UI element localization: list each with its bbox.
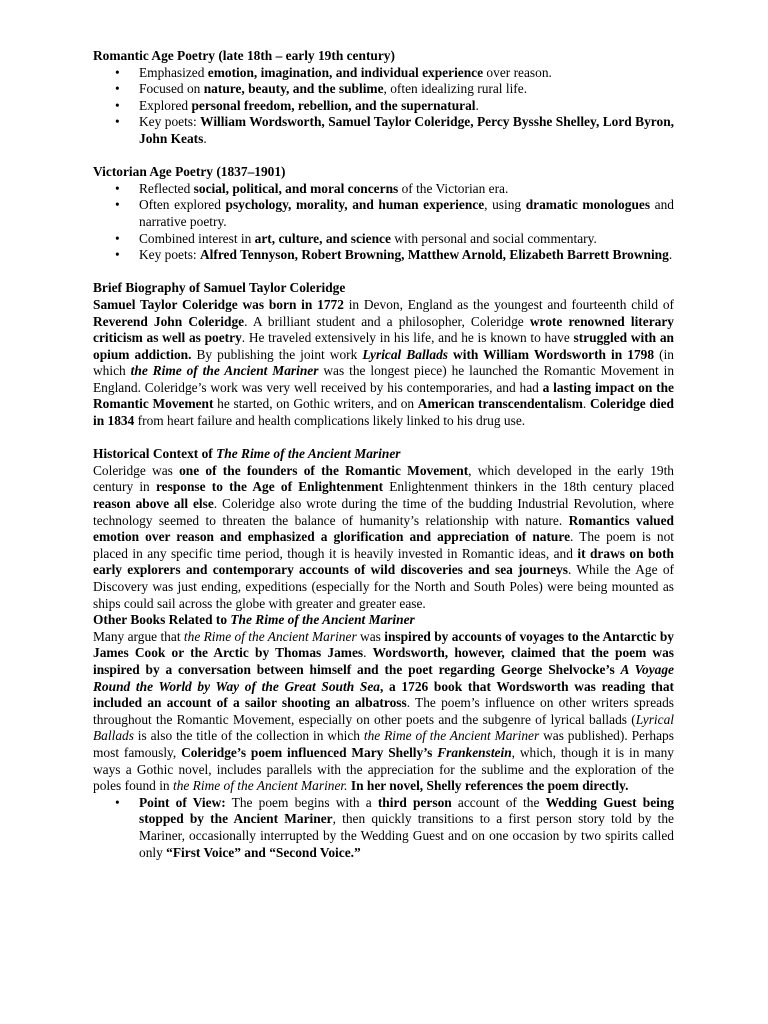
text-run: the Rime of the Ancient Mariner. (172, 778, 348, 794)
text-run: , a 1726 book that Wordsworth was reading that included an account of a sailor shooting an albatross (93, 678, 674, 711)
text-run: third person (377, 794, 452, 810)
list-item (115, 97, 674, 115)
text-run: a lasting impact on the Romantic Movement (93, 379, 674, 412)
text-run: (in which (93, 346, 674, 379)
text-run: reason above all else (93, 496, 214, 512)
text-run: The poem begins with a (225, 794, 378, 810)
text-run: . (475, 97, 479, 113)
text-run: Key poets: (139, 247, 200, 263)
other-books-heading-prefix: Other Books Related to (93, 612, 231, 628)
text-run: Frankenstein (437, 744, 512, 760)
list-item (115, 794, 675, 861)
text-run: Combined interest in (139, 230, 255, 246)
text-run: . A brilliant student and a philosopher, Coleridge (244, 313, 530, 329)
text-run: A Voyage Round the World by Way of the Great South Sea (93, 661, 674, 694)
bullet-icon: • (115, 114, 120, 130)
text-run: it draws on both early explorers and contemporary accounts of wild discoveries and sea journeys (93, 545, 674, 578)
text-run: Key poets: (139, 114, 201, 130)
romantic-heading: Romantic Age Poetry (late 18th – early 19th century) (93, 48, 395, 63)
text-run: was the longest piece) he launched the Romantic Movement in England. Coleridge’s work was very well received by his contemporaries, and had (93, 363, 675, 395)
text-run: psychology, morality, and human experience (225, 197, 485, 213)
text-run: Focused on (139, 81, 204, 97)
text-run: , which developed in the early 19th century in (93, 462, 674, 495)
text-run: Often explored (139, 197, 226, 213)
text-run: personal freedom, rebellion, and the supernatural (191, 97, 476, 113)
list-item (115, 64, 674, 82)
text-run: Coleridge’s poem influenced Mary Shelly’s (181, 744, 438, 760)
text-run: emotion, imagination, and individual experience (207, 64, 484, 80)
text-run: the Rime of the Ancient Mariner (183, 628, 357, 644)
text-run: In her novel, Shelly references the poem directly. (347, 778, 629, 794)
bullet-icon: • (115, 197, 120, 213)
text-run: dramatic monologues (525, 197, 651, 213)
text-run: Lyrical Ballads (93, 711, 674, 744)
text-run: Coleridge was (93, 462, 180, 478)
text-run: was published). Perhaps most famously, (93, 728, 674, 760)
text-run: the Rime of the Ancient Mariner (363, 728, 540, 744)
historical-paragraph (93, 463, 674, 612)
bullet-icon: • (115, 794, 120, 810)
text-run: account of the (451, 794, 546, 810)
text-run: American transcendentalism (417, 396, 583, 412)
bullet-icon: • (115, 81, 120, 97)
historical-heading-title: The Rime of the Ancient Mariner (216, 446, 401, 462)
historical-heading (93, 446, 674, 463)
text-run: . (203, 130, 207, 146)
text-run: William Wordsworth, Samuel Taylor Coleridge, Percy Bysshe Shelley, Lord Byron, John Keats (139, 114, 674, 146)
text-run: Lyrical Ballads (362, 346, 448, 362)
list-item (115, 230, 674, 248)
bullet-icon: • (115, 64, 120, 80)
text-run: response to the Age of Enlightenment (155, 479, 384, 495)
text-run: . While the Age of Discovery was just ending, expeditions (especially for the North and South Poles) were being mounted as ships could sail across the globe with greater and greater ease. (93, 562, 674, 611)
text-run: . The poem’s influence on other writers spreads throughout the Romantic Movement, especially on other poets and the subgenre of lyrical ballads ( (93, 695, 674, 727)
text-run: and narrative poetry. (139, 197, 674, 229)
text-run: from heart failure and health complications likely linked to his drug use. (134, 413, 526, 429)
text-run: Wordsworth, however, claimed that the poem was inspired by a conversation between himself and the poet regarding George Shelvocke’s (93, 645, 675, 677)
text-run: . (668, 247, 673, 263)
list-item (115, 197, 674, 230)
text-run: the Rime of the Ancient Mariner (130, 363, 319, 379)
text-run: Romantics valued emotion over reason and emphasized a glorification and appreciation of nature (93, 512, 674, 545)
text-run: Wedding Guest being stopped by the Ancient Mariner (139, 794, 675, 827)
text-run: . He traveled extensively in his life, and he is known to have (241, 330, 574, 346)
text-run: Explored (139, 97, 192, 113)
text-run: , often idealizing rural life. (383, 81, 528, 97)
text-run: social, political, and moral concerns (193, 180, 399, 196)
text-run: . Coleridge also wrote during the time of the budding Industrial Revolution, where technology seemed to threaten the balance of humanity’s relationship with nature. (93, 496, 674, 528)
bullet-icon: • (115, 97, 120, 113)
text-run: . (363, 645, 373, 661)
list-item (115, 180, 674, 198)
text-run: Alfred Tennyson, Robert Browning, Matthew Arnold, Elizabeth Barrett Browning (200, 247, 669, 263)
text-run: inspired by accounts of voyages to the Antarctic by James Cook or the Arctic by Thomas James (93, 628, 674, 661)
other-books-paragraph (93, 629, 674, 795)
list-item (115, 247, 674, 264)
text-run: was (356, 628, 385, 644)
text-run: wrote renowned literary criticism as well as poetry (93, 313, 674, 346)
biography-heading: Brief Biography of Samuel Taylor Coleridge (93, 280, 346, 296)
biography-paragraph (93, 297, 674, 430)
text-run: of the Victorian era. (398, 180, 509, 196)
text-run: struggled with an opium addiction. (93, 330, 674, 362)
bullet-icon: • (115, 180, 120, 196)
text-run: , using (484, 197, 526, 213)
text-run: “First Voice” and “Second Voice.” (166, 844, 361, 860)
text-run: nature, beauty, and the sublime (203, 81, 384, 97)
bullet-icon: • (115, 247, 120, 263)
text-run: in Devon, England as the youngest and fourteenth child of (343, 296, 674, 312)
text-run: , then quickly transitions to a first person story told by the Mariner, occasionally interrupted by the Wedding Guest and on one occasion by two spirits called only (139, 811, 674, 860)
text-run: over reason. (483, 64, 552, 80)
text-run: . The poem is not placed in any specific time period, though it is heavily invested in Romantic ideas, and (93, 529, 674, 561)
text-run: Coleridge died in 1834 (93, 396, 674, 429)
romantic-list (93, 65, 674, 148)
text-run: Point of View: (139, 794, 226, 810)
text-run: art, culture, and science (254, 230, 391, 246)
text-run: By publishing the joint work (191, 346, 363, 362)
text-run: with personal and social commentary. (390, 230, 597, 246)
bullet-icon: • (115, 230, 120, 246)
other-books-heading-title: The Rime of the Ancient Mariner (230, 612, 415, 628)
text-run: is also the title of the collection in which (133, 728, 364, 744)
text-run: Samuel Taylor Coleridge was born in 1772 (93, 296, 344, 312)
list-item (115, 114, 674, 147)
text-run: he started, on Gothic writers, and on (213, 396, 418, 412)
point-of-view-list (93, 795, 674, 861)
victorian-list (93, 181, 674, 264)
text-run: Reverend John Coleridge (93, 313, 245, 329)
list-item (115, 81, 674, 98)
text-run: Many argue that (93, 628, 184, 644)
other-books-heading (93, 612, 674, 629)
text-run: , which, though it is in many ways a Gothic novel, includes parallels with the appreciation for the sublime and the exploration of the poles found in (93, 744, 674, 794)
historical-heading-prefix: Historical Context of (93, 446, 217, 462)
text-run: Emphasized (139, 64, 208, 80)
text-run: Enlightenment thinkers in the 18th century placed (383, 479, 675, 495)
victorian-heading: Victorian Age Poetry (1837–1901) (93, 164, 286, 180)
text-run: with William Wordsworth in 1798 (448, 346, 655, 362)
text-run: . (582, 396, 590, 412)
text-run: one of the founders of the Romantic Movement (179, 462, 469, 478)
text-run: Reflected (139, 180, 194, 196)
